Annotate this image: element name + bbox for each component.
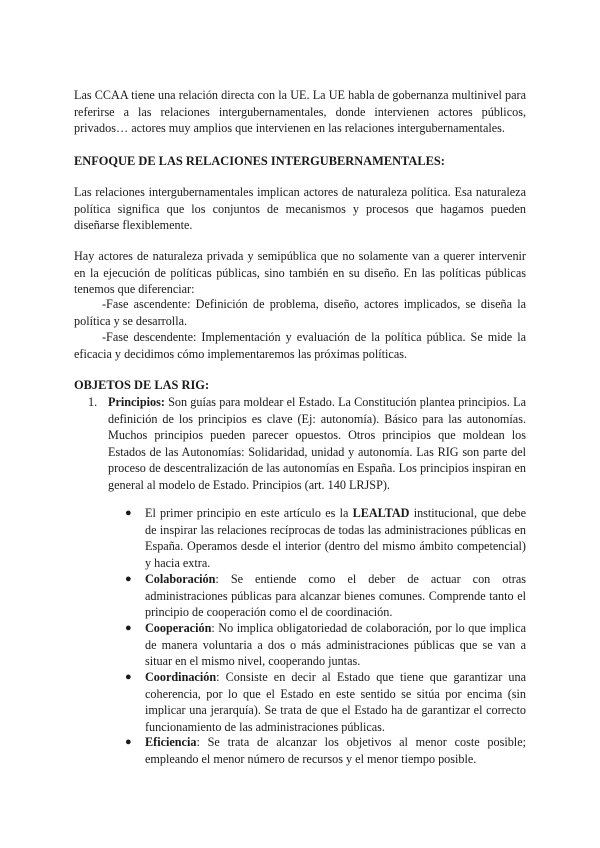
bullet-icon: ● xyxy=(125,671,132,683)
term-eficiencia: Eficiencia xyxy=(145,735,197,749)
paragraph-fase-ascendente: -Fase ascendente: Definición de problema, diseño, actores implicados, se diseña la política y se desarrolla. xyxy=(74,297,526,328)
text-eficiencia: : Se trata de alcanzar los objetivos al menor coste posible; empleando el menor número de recursos y el menor tiempo posible. xyxy=(145,735,526,766)
paragraph-fase-descendente: -Fase descendente: Implementación y evaluación de la política pública. Se mide la eficacia y decidimos cómo implementaremos las próximas políticas. xyxy=(74,330,526,361)
term-principios: Principios: xyxy=(108,395,165,409)
bullet-item-eficiencia xyxy=(145,734,526,767)
bullet-icon: ● xyxy=(125,573,132,585)
text-lealtad-post: institucional, que debe de inspirar las relaciones recíprocas de todas las administraciones públicas en España. Operamos desde el interior (dentro del mismo ámbito competencial) y hacia extra. xyxy=(145,506,526,570)
bullet-item-lealtad xyxy=(145,505,526,571)
list-item-principios xyxy=(108,394,526,493)
paragraph-actores: Hay actores de naturaleza privada y semipública que no solamente van a querer intervenir en la ejecución de políticas públicas, sino también en su diseño. En las políticas públicas tenemos que diferenciar: xyxy=(74,249,526,296)
bullet-item-coordinacion xyxy=(145,669,526,735)
bullet-icon: ● xyxy=(125,622,132,634)
term-cooperacion: Cooperación xyxy=(145,621,212,635)
text-colaboracion: : Se entiende como el deber de actuar con otras administraciones públicas para alcanzar bienes comunes. Comprende tanto el principio de cooperación como el de coordinación. xyxy=(145,572,526,619)
bullet-icon: ● xyxy=(125,736,132,748)
text-coordinacion: : Consiste en decir al Estado que tiene que garantizar una coherencia, por lo que el Estado en este sentido se sitúa por encima (sin implicar una jerarquía). Se trata de que el Estado ha de garantizar el correcto funcionamiento de las administraciones públicas. xyxy=(145,670,526,734)
bullet-icon: ● xyxy=(125,507,132,519)
heading-enfoque: ENFOQUE DE LAS RELACIONES INTERGUBERNAMENTALES: xyxy=(74,154,445,168)
text-lealtad-pre: El primer principio en este artículo es la xyxy=(145,506,353,520)
paragraph-gobernanza: Las CCAA tiene una relación directa con la UE. La UE habla de gobernanza multinivel para referirse a las relaciones intergubernamentales, donde intervienen actores públicos, privados… actores muy amplios que intervienen en las relaciones intergubernamentales. xyxy=(74,88,526,135)
paragraph-naturaleza-politica: Las relaciones intergubernamentales implican actores de naturaleza política. Esa naturaleza política significa que los conjuntos de mecanismos y procesos que hagamos pueden diseñarse flexiblemente. xyxy=(74,185,526,232)
text-cooperacion: : No implica obligatoriedad de colaboración, por lo que implica de manera voluntaria a dos o más administraciones públicas que se van a situar en el mismo nivel, cooperando juntas. xyxy=(145,621,526,668)
bullet-item-colaboracion xyxy=(145,571,526,621)
bullet-item-cooperacion xyxy=(145,620,526,670)
list-number: 1. xyxy=(88,395,98,409)
term-coordinacion: Coordinación xyxy=(145,670,217,684)
term-colaboracion: Colaboración xyxy=(145,572,216,586)
term-lealtad: LEALTAD xyxy=(352,506,410,520)
heading-objetos: OBJETOS DE LAS RIG: xyxy=(74,378,210,392)
text-principios: Son guías para moldear el Estado. La Constitución plantea principios. La definición de los principios es clave (Ej: autonomía). Básico para las autonomías. Muchos principios pueden parecer opuestos. Otros principios que moldean los Estados de las Autonomías: Solidaridad, unidad y autonomía. Las RIG son parte del proceso de descentralización de las autonomías en España. Los principios inspiran en general al modelo de Estado. Principios (art. 140 LRJSP). xyxy=(108,395,526,492)
